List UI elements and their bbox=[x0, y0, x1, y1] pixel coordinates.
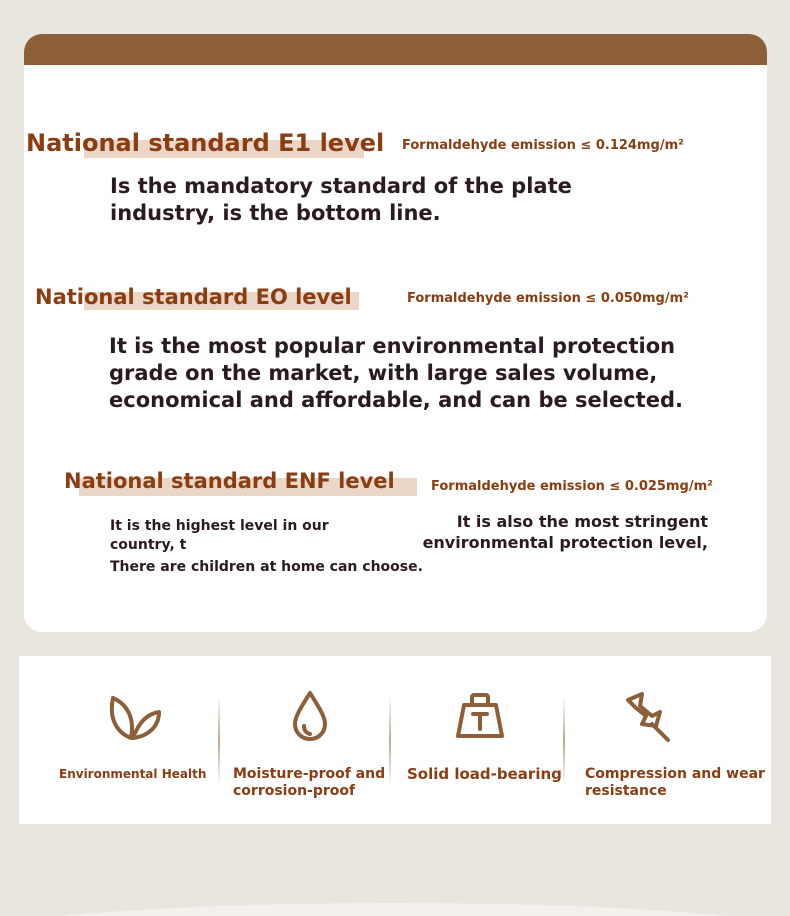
feature-label: Compression and wear resistance bbox=[585, 766, 765, 799]
bottom-arc bbox=[0, 903, 790, 916]
feature-load-bearing bbox=[392, 656, 564, 824]
grade-title-eo: National standard EO level bbox=[35, 285, 352, 309]
grade-description-e1: Is the mandatory standard of the plate industry, is the bottom line. bbox=[110, 174, 572, 225]
features-strip bbox=[19, 656, 771, 824]
feature-label: Environmental Health bbox=[59, 767, 207, 781]
leaf-icon bbox=[107, 694, 163, 746]
feature-environmental-health bbox=[19, 656, 219, 824]
feature-wear-resistance bbox=[566, 656, 771, 824]
divider bbox=[389, 696, 391, 786]
water-drop-icon bbox=[292, 690, 328, 746]
emission-eo: Formaldehyde emission ≤ 0.050mg/m² bbox=[407, 291, 689, 306]
pushpin-icon bbox=[622, 690, 676, 748]
feature-moisture-proof bbox=[221, 656, 391, 824]
grade-description-enf-right: It is also the most stringent environmental protection level, bbox=[422, 512, 708, 552]
card-header-band bbox=[24, 34, 767, 65]
feature-label: Solid load-bearing bbox=[407, 765, 562, 783]
emission-e1: Formaldehyde emission ≤ 0.124mg/m² bbox=[402, 138, 684, 153]
grade-title-enf: National standard ENF level bbox=[64, 469, 395, 493]
divider bbox=[218, 696, 220, 786]
grade-description-enf-left: It is the highest level in our country, t bbox=[110, 518, 329, 553]
divider bbox=[563, 696, 565, 786]
grades-card bbox=[24, 34, 767, 632]
grade-description-eo: It is the most popular environmental protection grade on the market, with large sales volume, economical and affordable, and can be selected. bbox=[109, 334, 683, 412]
feature-label: Moisture-proof and corrosion-proof bbox=[233, 766, 386, 799]
weight-icon bbox=[454, 692, 506, 744]
grade-description-enf-note: There are children at home can choose. bbox=[110, 559, 423, 575]
emission-enf: Formaldehyde emission ≤ 0.025mg/m² bbox=[431, 479, 713, 494]
grade-title-e1: National standard E1 level bbox=[26, 129, 385, 157]
